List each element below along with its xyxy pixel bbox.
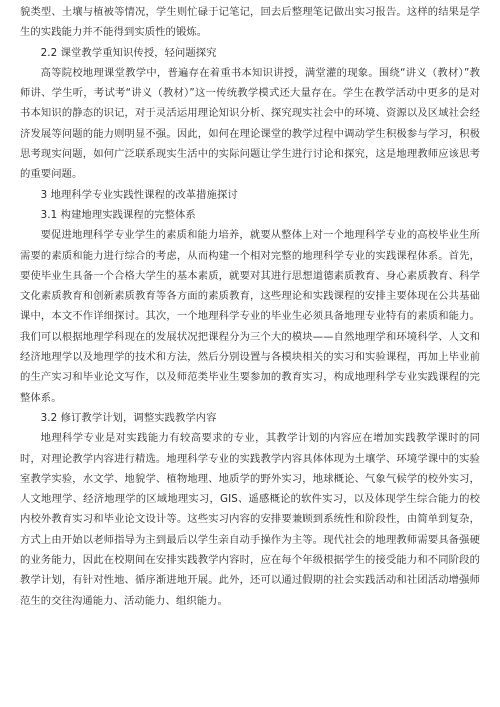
heading-3-1: 3.1 构建地理实践课程的完整体系 [40, 208, 196, 221]
paragraph-teaching-plan: 地理科学专业是对实践能力有较高要求的专业，其教学计划的内容应在增加实践教学课时的同时，对理论教学内容进行精选。地理科学专业的实践教学内容具体体现为土壤学、环境学课中的实验室教学实验，水文学、地貌学、植物地理、地质学的野外实习，地球概论、气象气候学的校外实习，人文地理学、经济地理学的区域地理实习，GIS、遥感概论的软件实习，以及体现学生综合能力的校内校外教育实习和毕业论文设计等。这些实习内容的安排要兼顾到系统性和阶段性，由简单到复杂，方式上由开始以老师指导为主到最后以学生亲自动手操作为主等。现代社会的地理教师需要具备强硬的业务能力，因此在校期间在安排实践教学内容时，应在每个年级根据学生的接受能力和不同阶段的教学计划，有针对性地、循序渐进地开展。此外，还可以通过假期的社会实践活动和社团活动增强师范生的交往沟通能力、活动能力、组织能力。 [20, 432, 480, 607]
paragraph-continuation: 貌类型、土壤与植被等情况，学生则忙碌于记笔记，回去后整理笔记做出实习报告。这样的结果是学生的实践能力并不能得到实质性的锻炼。 [20, 6, 480, 39]
heading-2-2: 2.2 课堂教学重知识传授，轻问题探究 [40, 46, 217, 59]
heading-3-2: 3.2 修订教学计划，调整实践教学内容 [40, 411, 217, 424]
paragraph-classroom-teaching: 高等院校地理课堂教学中，普遍存在着重书本知识讲授，满堂灌的现象。围绕“讲义（教材）”教师讲、学生听，考试考“讲义（教材）”这一传统教学模式还大量存在。学生在教学活动中更多的是对书本知识的静态的识记，对于灵活运用理论知识分析、探究现实社会中的环境、资源以及区域社会经济发展等问题的能力则明显不强。因此，如何在理论课堂的教学过程中调动学生积极参与学习，积极思考现实问题，如何广泛联系现实生活中的实际问题让学生进行讨论和探究，这是地理教师应该思考的重要问题。 [20, 66, 480, 181]
paragraph-curriculum-system: 要促进地理科学专业学生的素质和能力培养，就要从整体上对一个地理科学专业的高校毕业生所需要的素质和能力进行综合的考虑，从而构建一个相对完整的地理科学专业的实践课程体系。首先，要使毕业生具备一个合格大学生的基本素质，就要对其进行思想道德素质教育、身心素质教育、科学文化素质教育和创新素质教育等各方面的素质教育，这些理论和实践课程的安排主要体现在公共基础课中，本文不作详细探讨。其次，一个地理科学专业的毕业生必须具备地理专业特有的素质和能力。我们可以根据地理学科现在的发展状况把课程分为三个大的模块——自然地理学和环境科学、人文和经济地理学以及地理学的技术和方法，然后分别设置与各模块相关的实习和实验课程，再加上毕业前的生产实习和毕业论文写作，以及师范类毕业生要参加的教育实习，构成地理科学专业实践课程的完整体系。 [20, 229, 480, 404]
heading-3: 3 地理科学专业实践性课程的改革措施探讨 [40, 188, 238, 201]
